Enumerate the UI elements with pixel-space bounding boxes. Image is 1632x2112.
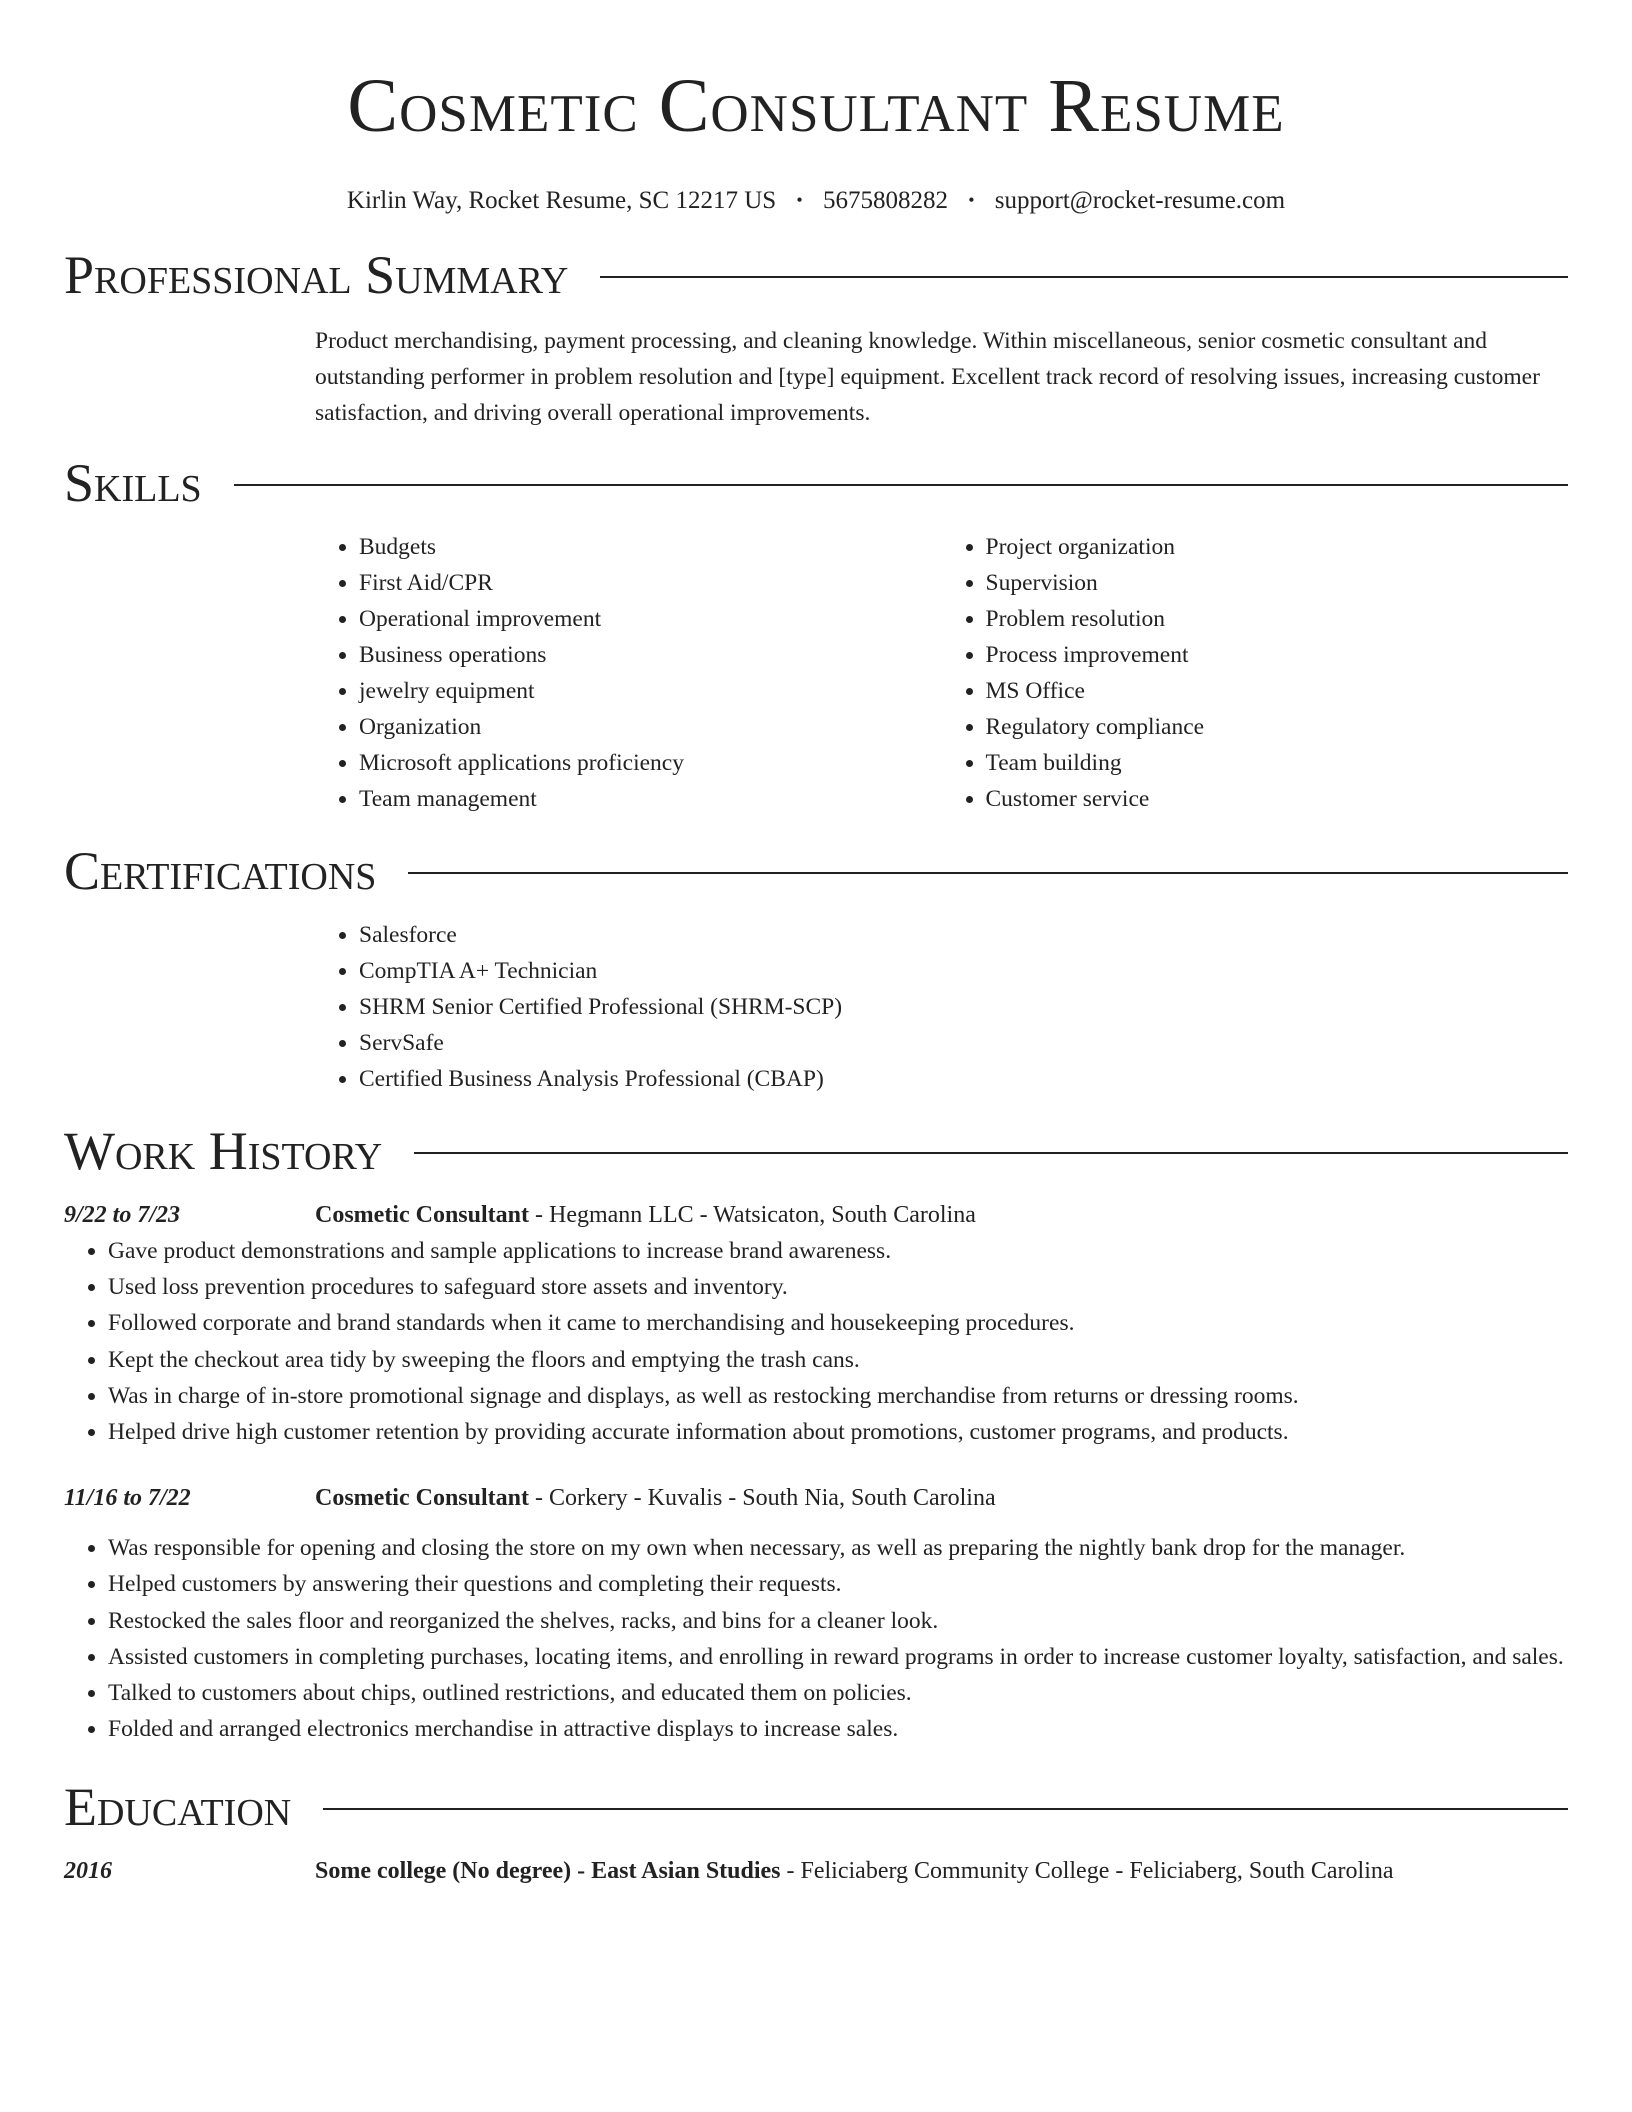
section-divider — [323, 1808, 1568, 1810]
certifications-heading-text: Certifications — [64, 841, 377, 901]
skill-item: • Problem resolution — [986, 601, 1569, 637]
certification-item: • CompTIA A+ Technician — [359, 953, 1568, 989]
job-bullets — [64, 1530, 1568, 1747]
certification-item: • ServSafe — [359, 1025, 1568, 1061]
education-section — [64, 1775, 1568, 1889]
contact-address: Kirlin Way, Rocket Resume, SC 12217 US — [346, 187, 777, 214]
summary-text: Product merchandising, payment processing, and cleaning knowledge. Within miscellaneous, senior cosmetic consultant and outstanding performer in problem resolution and [type] equipment. Excellent track record of resolving issues, increasing customer satisfaction, and driving overall operational improvements. — [315, 328, 1540, 426]
skill-item: • Process improvement — [986, 637, 1569, 673]
job-bullet: • Restocked the sales floor and reorganized the shelves, racks, and bins for a cleaner look. — [108, 1603, 1568, 1639]
summary-heading-text: Professional Summary — [64, 245, 569, 305]
skill-item: • Team management — [359, 781, 942, 817]
certification-item: • SHRM Senior Certified Professional (SHRM-SCP) — [359, 989, 1568, 1025]
skill-item: • Team building — [986, 745, 1569, 781]
job-title: Cosmetic Consultant — [315, 1485, 529, 1512]
job-header — [64, 1197, 1568, 1233]
skill-item: • First Aid/CPR — [359, 565, 942, 601]
skill-item: • Organization — [359, 709, 942, 745]
skills-columns — [315, 529, 1568, 817]
job-bullets — [64, 1233, 1568, 1450]
contact-line — [0, 184, 1632, 217]
summary-section — [64, 243, 1568, 431]
skills-left-list — [315, 529, 942, 817]
work-history-heading-text: Work History — [64, 1121, 383, 1181]
education-heading-text: Education — [64, 1777, 292, 1838]
skill-item: • Project organization — [986, 529, 1569, 565]
job-dates: 11/16 to 7/22 — [64, 1485, 191, 1512]
education-year: 2016 — [64, 1858, 112, 1885]
skill-item: • Operational improvement — [359, 601, 942, 637]
job-bullet: • Helped drive high customer retention by providing accurate information about promotions, customer programs, and products. — [108, 1414, 1568, 1450]
summary-heading — [64, 243, 1568, 307]
certifications-body — [315, 917, 1568, 1097]
job-bullet: • Used loss prevention procedures to safeguard store assets and inventory. — [108, 1269, 1568, 1305]
job-title: Cosmetic Consultant — [315, 1202, 529, 1228]
job-dates: 9/22 to 7/23 — [64, 1202, 181, 1228]
education-heading — [64, 1775, 1568, 1839]
skills-section — [64, 451, 1568, 817]
skill-item: • Microsoft applications proficiency — [359, 745, 942, 781]
section-divider — [600, 276, 1568, 278]
certifications-heading — [64, 839, 1568, 903]
job-bullet: • Was responsible for opening and closing the store on my own when necessary, as well as preparing the nightly bank drop for the manager. — [108, 1530, 1568, 1566]
skills-heading-text: Skills — [64, 453, 202, 513]
job-entry — [64, 1480, 1568, 1747]
job-bullet: • Talked to customers about chips, outlined restrictions, and educated them on policies. — [108, 1675, 1568, 1711]
skill-item: • MS Office — [986, 673, 1569, 709]
education-line — [315, 1853, 1394, 1889]
contact-separator: • — [968, 190, 975, 210]
skill-item: • Budgets — [359, 529, 942, 565]
skill-item: • Regulatory compliance — [986, 709, 1569, 745]
work-history-section — [64, 1119, 1568, 1747]
section-divider — [234, 484, 1568, 486]
certification-item: • Salesforce — [359, 917, 1568, 953]
resume-title: Cosmetic Consultant Resume — [347, 64, 1285, 148]
job-bullet: • Helped customers by answering their questions and completing their requests. — [108, 1566, 1568, 1602]
job-bullet: • Was in charge of in-store promotional signage and displays, as well as restocking merchandise from returns or dressing rooms. — [108, 1378, 1568, 1414]
contact-phone: 5675808282 — [822, 187, 948, 214]
contact-separator: • — [796, 190, 803, 210]
skill-item: • Supervision — [986, 565, 1569, 601]
skills-right-list — [942, 529, 1569, 817]
job-bullet: • Kept the checkout area tidy by sweeping the floors and emptying the trash cans. — [108, 1342, 1568, 1378]
skill-item: • Customer service — [986, 781, 1569, 817]
certifications-section — [64, 839, 1568, 1097]
job-header — [64, 1480, 1568, 1516]
job-title-line — [315, 1197, 976, 1233]
work-history-heading — [64, 1119, 1568, 1183]
certifications-list — [315, 917, 1568, 1097]
section-divider — [414, 1152, 1568, 1154]
job-entry — [64, 1197, 1568, 1450]
job-title-line — [315, 1480, 996, 1516]
job-company: - Hegmann LLC - Watsicaton, South Carolina — [529, 1202, 976, 1228]
contact-email: support@rocket-resume.com — [994, 187, 1286, 214]
job-bullet: • Assisted customers in completing purchases, locating items, and enrolling in reward programs in order to increase customer loyalty, satisfaction, and sales. — [108, 1639, 1568, 1675]
job-bullet: • Folded and arranged electronics merchandise in attractive displays to increase sales. — [108, 1711, 1568, 1747]
section-divider — [408, 872, 1568, 874]
skill-item: • jewelry equipment — [359, 673, 942, 709]
skill-item: • Business operations — [359, 637, 942, 673]
job-bullet: • Gave product demonstrations and sample applications to increase brand awareness. — [108, 1233, 1568, 1269]
skills-heading — [64, 451, 1568, 515]
job-bullet: • Followed corporate and brand standards when it came to merchandising and housekeeping procedures. — [108, 1305, 1568, 1341]
education-degree: Some college (No degree) - East Asian Studies — [315, 1858, 781, 1885]
job-company: - Corkery - Kuvalis - South Nia, South Carolina — [529, 1485, 996, 1512]
certification-item: • Certified Business Analysis Professional (CBAP) — [359, 1061, 1568, 1097]
education-school: - Feliciaberg Community College - Feliciaberg, South Carolina — [780, 1858, 1394, 1885]
education-entry — [64, 1853, 1568, 1889]
